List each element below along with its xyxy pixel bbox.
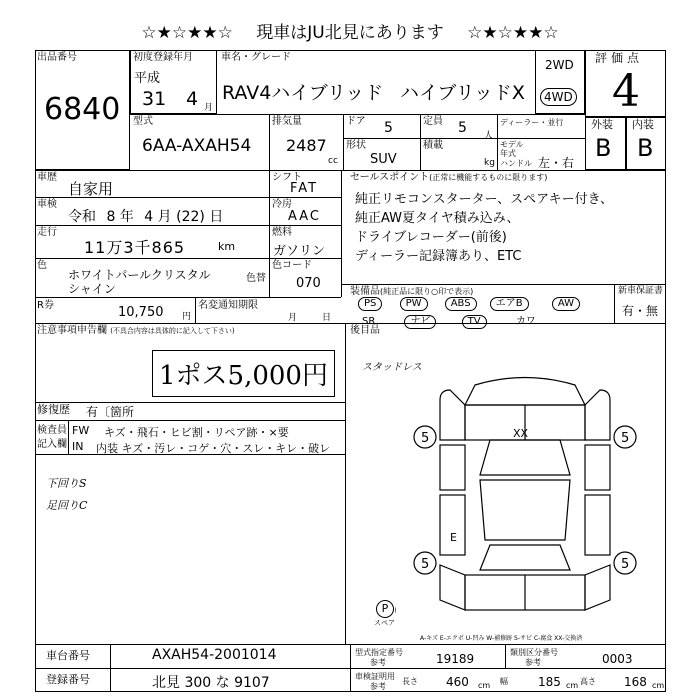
rule (35, 402, 345, 403)
inspector-fw-items: キズ・飛石・ヒビ割・リペア跡・×要 (104, 426, 289, 439)
shift-label: シフト (272, 172, 302, 183)
rule (505, 644, 506, 668)
width-value: 185 (538, 675, 561, 689)
load-label: 積載 (423, 140, 443, 151)
rule (420, 114, 421, 170)
rule (269, 225, 341, 226)
rule (35, 454, 345, 455)
handwritten-note-1: 下回りS (46, 477, 87, 490)
rule (614, 284, 615, 323)
fuel-value: ガソリン (273, 244, 326, 259)
rule (68, 420, 69, 454)
diagram-mark-e: E (450, 531, 457, 544)
equipment-leather: カワ (515, 316, 536, 327)
rule (343, 114, 344, 170)
rule (341, 284, 666, 285)
sales-points-label (350, 172, 547, 183)
rule (35, 323, 345, 324)
score-int-value: B (637, 134, 654, 162)
rear-seat-label: 後目品 (350, 325, 380, 336)
inspection-label: 車検 (37, 199, 57, 210)
inspector-in-items: 内装 キズ・汚レ・コゲ・穴・スレ・キレ・破レ (96, 442, 331, 455)
equipment-aw: AW (552, 297, 580, 311)
handle-value: 左・右 (538, 156, 575, 170)
drive-4wd-circled: 4WD (540, 88, 577, 106)
doors-label: ドア (346, 116, 366, 127)
equipment-tv: TV (462, 315, 487, 329)
sales-points-note: (正常に機能するものに限ります) (429, 173, 548, 182)
color-swap-label: 色替 (246, 273, 266, 284)
first-reg-era: 平成 (134, 71, 161, 86)
equipment-note: (純正品に限り○印で表示) (380, 287, 474, 296)
recycle-expiry-label: 名変通知期限 (198, 300, 258, 311)
inspector-fw: FW (72, 424, 90, 437)
recycle-expiry-month: 月 (288, 313, 298, 323)
mileage-value: 11万3千865 (84, 238, 186, 257)
dealer-label: ディーラー・並行 (500, 118, 564, 127)
class-value: 0003 (602, 652, 633, 666)
recycle-value: 10,750 (118, 305, 164, 320)
color-code-label: 色コード (272, 260, 312, 271)
equipment-title: 装備品 (350, 286, 380, 297)
inspector-label-1: 検査員 (37, 425, 67, 436)
header-stars-left: ☆★☆★★☆ (141, 23, 233, 43)
car-damage-diagram (395, 365, 655, 625)
first-reg-month: 4 (186, 88, 199, 110)
sales-point-line-2: 純正AW夏タイヤ積み込み、 (355, 211, 520, 226)
rule (35, 297, 341, 298)
rule (35, 197, 269, 198)
rule (497, 114, 498, 170)
inspector-in: IN (72, 440, 84, 453)
first-reg-year: 31 (142, 88, 167, 110)
handle-label: ハンドル (500, 159, 532, 168)
model-grade: ハイブリッドX (400, 82, 525, 104)
type-value: 6AA-AXAH54 (142, 136, 252, 156)
chassis-value: AXAH54-2001014 (152, 647, 277, 663)
model-name: RAV4ハイブリッド (222, 82, 384, 104)
rule (345, 402, 346, 644)
rule (35, 420, 345, 421)
inspector-label-2: 記入欄 (37, 439, 67, 450)
equipment-abs: ABS (445, 297, 477, 311)
equipment-pw: PW (400, 297, 428, 311)
inspection-day: 22 (181, 209, 200, 225)
drive-2wd: 2WD (545, 58, 574, 72)
mileage-label: 走行 (37, 227, 57, 238)
header-banner (0, 18, 700, 43)
type-no-label: 型式指定番号 (355, 648, 403, 657)
color-code: 070 (296, 276, 321, 291)
repair-value: 有〔箇所 (86, 405, 135, 419)
equipment-row-1 (358, 297, 580, 311)
handwritten-note-2: 足回りC (46, 499, 88, 512)
sales-point-line-4: ディーラー記録簿あり、ETC (355, 249, 522, 264)
equipment-label (350, 286, 473, 297)
header-text: 現車はJU北見にあります (256, 23, 444, 43)
history-label: 車歴 (37, 172, 57, 183)
plate-label: 登録番号 (46, 673, 90, 686)
sales-point-line-3: ドライブレコーダー(前後) (355, 230, 507, 245)
height-value: 168 (624, 675, 647, 689)
rule (269, 170, 270, 297)
displacement-label: 排気量 (272, 116, 302, 127)
first-reg-label: 初度登録年月 (133, 52, 193, 63)
equipment-airbag: エアB (490, 297, 529, 311)
type-no-value: 19189 (436, 652, 475, 666)
width-unit: cm (566, 681, 579, 690)
recycle-expiry-day: 日 (322, 313, 332, 323)
rule (130, 114, 585, 115)
notes-title: 注意事項申告欄 (37, 325, 107, 336)
rule (35, 170, 666, 171)
shape-label: 形状 (346, 140, 366, 151)
equipment-navi: ナビ (404, 315, 436, 329)
first-reg-month-unit: 月 (204, 103, 214, 113)
sales-point-line-1: 純正リモコンスターター、スペアキー付き、 (355, 192, 614, 207)
inspection-month: 4 (144, 209, 154, 225)
model-label: 車名・グレード (221, 52, 291, 63)
color-value-2: シャイン (68, 282, 116, 296)
rule (341, 323, 666, 324)
length-unit: cm (478, 681, 491, 690)
rule (269, 197, 341, 198)
inspection-year: 8 (106, 209, 116, 225)
diagram-mark-rear-right: 5 (621, 557, 630, 572)
chassis-label: 車台番号 (46, 649, 90, 662)
type-label: 型式 (133, 116, 153, 127)
type-no-sub: 参考 (370, 658, 386, 667)
warranty-value: 有・無 (622, 304, 659, 318)
capacity-value: 5 (458, 120, 467, 136)
lot-label: 出品番号 (37, 52, 77, 63)
rule (35, 225, 269, 226)
class-label: 類別区分番号 (510, 648, 558, 657)
equipment-sr: SR (362, 316, 376, 327)
equipment-ps: PS (358, 297, 382, 311)
notes-sub: (不具合内容は具体的に記入して下さい) (110, 327, 235, 335)
rule (341, 170, 342, 297)
rule (343, 138, 585, 139)
capacity-label: 定員 (423, 116, 443, 127)
height-unit: cm (652, 681, 665, 690)
fuel-label: 燃料 (272, 227, 292, 238)
header-stars-right: ☆★☆★★☆ (467, 23, 559, 43)
inspection-month-unit: 月 (157, 209, 172, 225)
score-value: 4 (612, 66, 640, 117)
diagram-mark-front-left: 5 (421, 431, 430, 446)
diagram-mark-front-right: 5 (621, 431, 630, 446)
diagram-mark-rear-left: 5 (421, 557, 430, 572)
shape-value: SUV (370, 152, 397, 167)
ac-value: AAC (288, 209, 321, 224)
shift-value: FAT (290, 181, 319, 196)
color-label: 色 (37, 260, 47, 271)
warranty-label: 新車保証書 (618, 286, 664, 296)
color-value-1: ホワイトパールクリスタル (68, 268, 211, 282)
mileage-unit: km (218, 240, 236, 253)
score-label: 評価点 (595, 51, 644, 65)
notes-price: 1ポス5,000円 (152, 350, 335, 397)
displacement-unit: cc (328, 156, 338, 166)
rule (269, 114, 270, 170)
history-value: 自家用 (68, 180, 114, 198)
length-value: 460 (446, 675, 469, 689)
notes-studless: スタッドレス (362, 362, 422, 373)
recycle-unit: 円 (182, 312, 192, 322)
spare-circle: P (376, 600, 394, 618)
score-int-label: 内装 (632, 118, 654, 131)
length-sub: 参考 (370, 682, 386, 691)
length-key: 長さ (402, 677, 418, 686)
ac-label: 冷房 (272, 199, 292, 210)
score-ext-value: B (595, 134, 612, 162)
recycle-label: R券 (37, 300, 54, 311)
width-key: 幅 (500, 677, 508, 686)
sales-points-title: セールスポイント (350, 172, 430, 183)
capacity-unit: 人 (484, 131, 494, 141)
inspection-year-unit: 年 (119, 209, 134, 225)
inspection-day-unit: 日 (209, 209, 224, 225)
score-ext-label: 外装 (591, 118, 613, 131)
spare-label: スペア (374, 619, 395, 627)
equipment-row-2 (362, 312, 536, 329)
displacement-value: 2487 (286, 136, 327, 155)
damage-legend: A-キズ E-エクボ U-凹み W-補修跡 S-サビ C-腐食 XX-交換済 (420, 635, 583, 642)
rule (195, 297, 196, 323)
doors-value: 5 (384, 120, 393, 136)
inspection-date: 令和 8 年 4 月 (22) 日 (68, 209, 224, 225)
class-sub: 参考 (525, 658, 541, 667)
diagram-mark-xx: XX (513, 427, 529, 440)
rule (350, 668, 666, 669)
notes-label (37, 325, 235, 337)
rule (345, 323, 346, 402)
rule (35, 668, 350, 669)
inspection-era: 令和 (68, 209, 96, 225)
repair-label: 修復歴 (37, 403, 70, 416)
lot-number: 6840 (44, 92, 121, 127)
length-label: 車検証明用 (355, 672, 395, 681)
model-year-label: モデル年式 (500, 140, 524, 158)
height-key: 高さ (580, 677, 596, 686)
plate-value: 北見 300 な 9107 (152, 675, 270, 691)
load-unit: kg (484, 158, 495, 168)
